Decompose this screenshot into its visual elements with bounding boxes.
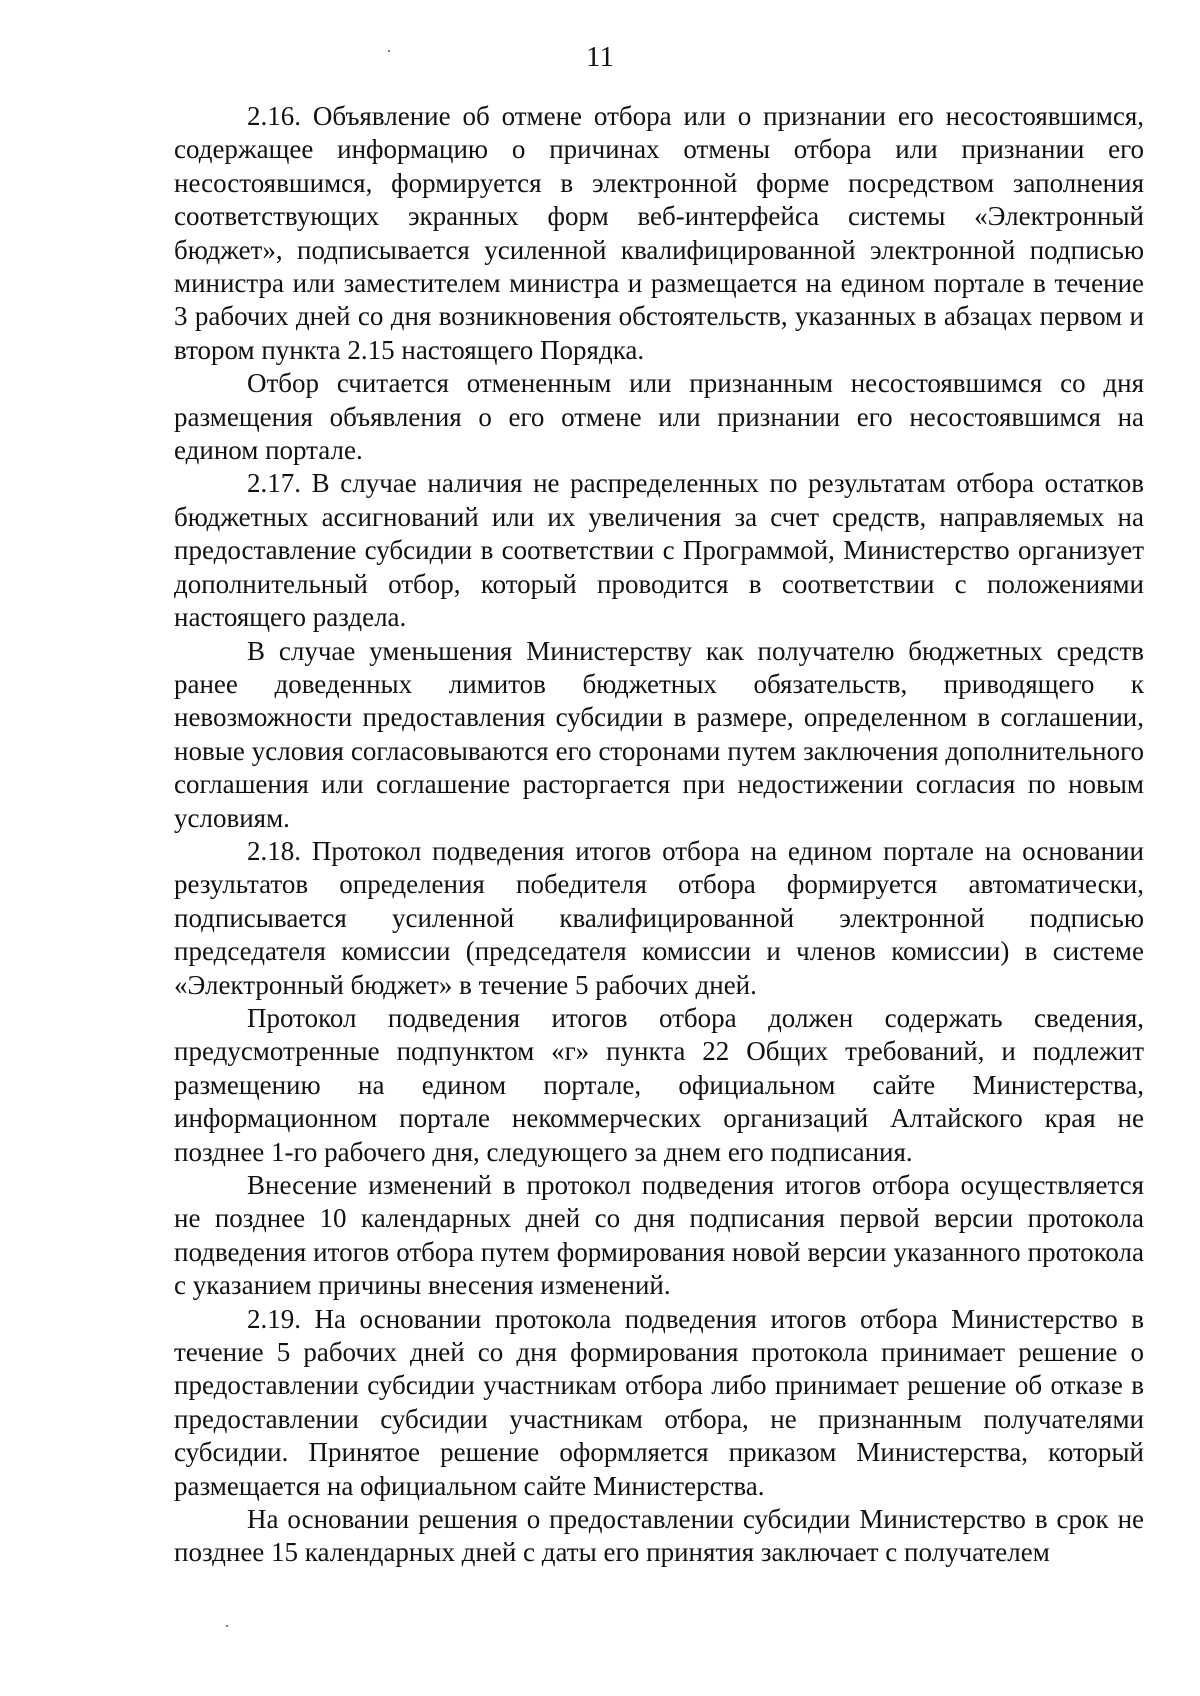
scan-speck: [388, 50, 390, 52]
paragraph-2-16: 2.16. Объявление об отмене отбора или о признании его несостоявшимся, содержащее информацию о причинах отмены отбора или признании его несостоявшимся, формируется в электронной форме посредством заполнения соответствующих экранных форм веб-интерфейса системы «Электронный бюджет», подписывается усиленной квалифицированной электронной подписью министра или заместителем министра и размещается на едином портале в течение 3 рабочих дней со дня возникновения обстоятельств, указанных в абзацах первом и втором пункта 2.15 настоящего Порядка.: [174, 101, 1144, 365]
paragraph-2-17-continuation: В случае уменьшения Министерству как получателю бюджетных средств ранее доведенных лимитов бюджетных обязательств, приводящего к невозможности предоставления субсидии в размере, определенном в соглашении, новые условия согласовываются его сторонами путем заключения дополнительного соглашения или соглашение расторгается при недостижении согласия по новым условиям.: [174, 635, 1144, 833]
page-number: 11: [586, 41, 614, 73]
document-body: [174, 100, 1144, 1570]
paragraph-2-18-protocol-changes: Внесение изменений в протокол подведения итогов отбора осуществляется не позднее 10 календарных дней со дня подписания первой версии протокола подведения итогов отбора путем формирования новой версии указанного протокола с указанием причины внесения изменений.: [174, 1170, 1144, 1301]
paragraph-2-16-continuation: Отбор считается отмененным или признанным несостоявшимся со дня размещения объявления о его отмене или признании его несостоявшимся на едином портале.: [174, 368, 1144, 466]
paragraph-2-19-continuation: На основании решения о предоставлении субсидии Министерство в срок не позднее 15 календарных дней с даты его принятия заключает с получателем: [174, 1504, 1144, 1568]
paragraph-2-17: 2.17. В случае наличия не распределенных по результатам отбора остатков бюджетных ассигнований или их увеличения за счет средств, направляемых на предоставление субсидии в соответствии с Программой, Министерство организует дополнительный отбор, который проводится в соответствии с положениями настоящего раздела.: [174, 468, 1144, 633]
paragraph-2-18: 2.18. Протокол подведения итогов отбора на едином портале на основании результатов определения победителя отбора формируется автоматически, подписывается усиленной квалифицированной электронной подписью председателя комиссии (председателя комиссии и членов комиссии) в системе «Электронный бюджет» в течение 5 рабочих дней.: [174, 835, 1144, 1000]
paragraph-2-18-protocol-contents: Протокол подведения итогов отбора должен содержать сведения, предусмотренные подпунктом «г» пункта 22 Общих требований, и подлежит размещению на едином портале, официальном сайте Министерства, информационном портале некоммерческих организаций Алтайского края не позднее 1-го рабочего дня, следующего за днем его подписания.: [174, 1002, 1144, 1167]
scan-speck: [226, 1625, 228, 1627]
paragraph-2-19: 2.19. На основании протокола подведения итогов отбора Министерство в течение 5 рабочих дней со дня формирования протокола принимает решение о предоставлении субсидии участникам отбора либо принимает решение об отказе в предоставлении субсидии участникам отбора, не признанным получателями субсидии. Принятое решение оформляется приказом Министерства, который размещается на официальном сайте Министерства.: [174, 1303, 1144, 1501]
